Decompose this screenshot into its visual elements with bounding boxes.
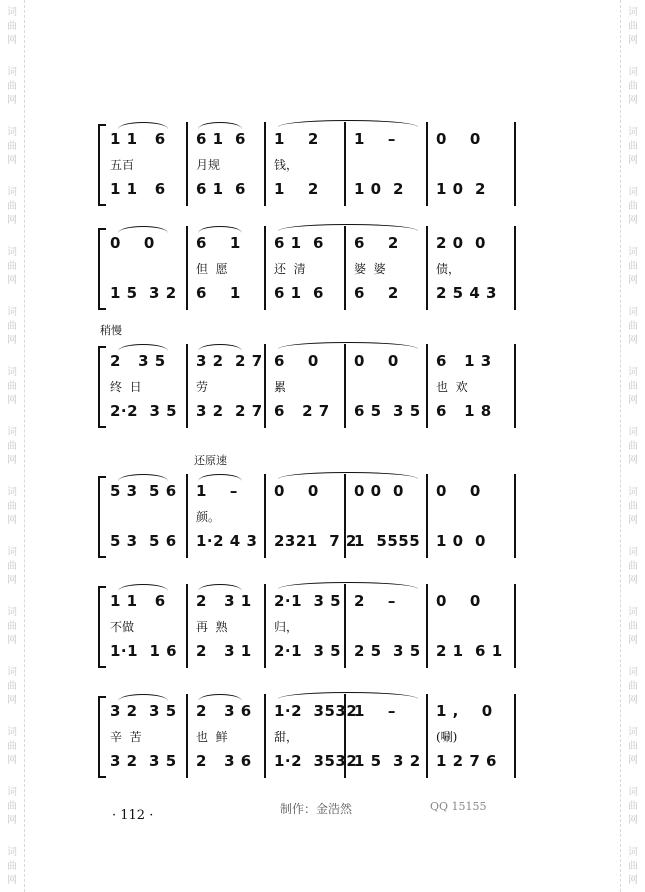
lower-staff-measure: 6 1 (196, 284, 241, 302)
watermark-glyph: 曲 (7, 261, 17, 272)
lyric-measure: 终 日 (110, 380, 142, 394)
slur-mark (118, 694, 168, 701)
watermark-glyph: 网 (7, 515, 17, 526)
watermark-glyph: 曲 (7, 561, 17, 572)
watermark-glyph: 曲 (7, 321, 17, 332)
lower-staff-measure: 2321 7 2 (274, 532, 357, 550)
upper-staff-measure: 1 1 6 (110, 592, 166, 610)
upper-row (98, 592, 518, 614)
watermark-glyph: 网 (628, 755, 638, 766)
watermark-glyph: 曲 (628, 381, 638, 392)
watermark-glyph: 网 (628, 575, 638, 586)
watermark-glyph: 词 (7, 307, 17, 318)
upper-staff-measure: 0 0 (436, 482, 481, 500)
slur-mark (198, 694, 242, 701)
lower-staff-measure: 6 2 7 (274, 402, 330, 420)
upper-staff-measure: 6 2 (354, 234, 399, 252)
lower-staff-measure: 6 1 8 (436, 402, 492, 420)
upper-staff-measure: 2 3 1 (196, 592, 252, 610)
lower-staff-measure: 1 5555 (354, 532, 421, 550)
score-system (98, 580, 518, 676)
slur-mark (118, 584, 168, 591)
watermark-glyph: 网 (7, 455, 17, 466)
lower-staff-measure: 6 5 3 5 (354, 402, 421, 420)
lyrics-row (98, 156, 518, 174)
watermark-glyph: 词 (628, 247, 638, 258)
upper-staff-measure: 0 0 (354, 352, 399, 370)
watermark-glyph: 曲 (628, 321, 638, 332)
watermark-glyph: 曲 (628, 21, 638, 32)
upper-staff-measure: 1 , 0 (436, 702, 493, 720)
watermark-glyph: 曲 (628, 261, 638, 272)
lower-row (98, 642, 518, 664)
slur-mark (198, 226, 242, 233)
lower-staff-measure: 6 1 6 (274, 284, 324, 302)
watermark-glyph: 曲 (7, 81, 17, 92)
watermark-glyph: 网 (7, 755, 17, 766)
upper-staff-measure: 1 – (354, 702, 396, 720)
upper-staff-measure: 2 – (354, 592, 396, 610)
upper-row (98, 702, 518, 724)
slur-mark (198, 584, 242, 591)
upper-staff-measure: 1·2 3532 (274, 702, 358, 720)
upper-staff-measure: 6 0 (274, 352, 319, 370)
lyric-measure: 累 (274, 380, 287, 394)
watermark-glyph: 网 (628, 215, 638, 226)
lower-staff-measure: 1 2 (274, 180, 319, 198)
slur-mark (278, 224, 418, 231)
lower-staff-measure: 5 3 5 6 (110, 532, 177, 550)
watermark-glyph: 网 (7, 95, 17, 106)
score-system (98, 690, 518, 786)
lower-staff-measure: 1 5 3 2 (110, 284, 177, 302)
slur-mark (278, 582, 418, 589)
watermark-glyph: 曲 (628, 621, 638, 632)
slur-mark (278, 342, 418, 349)
watermark-glyph: 曲 (7, 201, 17, 212)
upper-staff-measure: 2·1 3 5 (274, 592, 342, 610)
watermark-glyph: 词 (7, 727, 17, 738)
watermark-glyph: 曲 (7, 801, 17, 812)
lyric-measure: 辛 苦 (110, 730, 142, 744)
lyrics-row (98, 508, 518, 526)
footer-caption: 制作：金浩然 (280, 802, 353, 816)
watermark-glyph: 曲 (7, 21, 17, 32)
lyric-measure: 颜。 (196, 510, 221, 524)
lyric-measure: 钱， (274, 158, 299, 172)
slur-mark (198, 344, 242, 351)
slur-mark (118, 474, 168, 481)
watermark-glyph: 网 (7, 335, 17, 346)
upper-staff-measure: 0 0 0 (354, 482, 404, 500)
watermark-glyph: 曲 (628, 81, 638, 92)
upper-staff-measure: 2 3 6 (196, 702, 252, 720)
upper-staff-measure: 2 3 5 (110, 352, 166, 370)
watermark-glyph: 词 (7, 547, 17, 558)
watermark-glyph: 曲 (7, 681, 17, 692)
watermark-glyph: 词 (7, 667, 17, 678)
watermark-glyph: 词 (7, 247, 17, 258)
upper-staff-measure: 0 0 (436, 592, 481, 610)
slur-mark (118, 344, 168, 351)
lower-staff-measure: 6 2 (354, 284, 399, 302)
lower-row (98, 752, 518, 774)
tempo-marking: 稍慢 (100, 324, 122, 337)
lower-staff-measure: 2 3 1 (196, 642, 252, 660)
lower-staff-measure: 1 2 7 6 (436, 752, 497, 770)
footer-contact: QQ 15155 (430, 800, 487, 813)
watermark-glyph: 网 (7, 35, 17, 46)
upper-row (98, 482, 518, 504)
watermark-glyph: 曲 (7, 441, 17, 452)
watermark-glyph: 网 (628, 455, 638, 466)
watermark-glyph: 网 (628, 515, 638, 526)
watermark-glyph: 词 (628, 607, 638, 618)
watermark-glyph: 词 (628, 127, 638, 138)
score-system (98, 222, 518, 318)
watermark-glyph: 网 (7, 635, 17, 646)
watermark-glyph: 网 (628, 335, 638, 346)
lower-row (98, 402, 518, 424)
lyric-measure: 婆 婆 (354, 262, 386, 276)
watermark-glyph: 词 (7, 187, 17, 198)
lower-staff-measure: 1 0 0 (436, 532, 486, 550)
lower-staff-measure: 1·2 3532 (274, 752, 358, 770)
slur-mark (198, 122, 242, 129)
watermark-glyph: 词 (7, 487, 17, 498)
upper-staff-measure: 1 – (354, 130, 396, 148)
watermark-glyph: 词 (7, 367, 17, 378)
slur-mark (278, 692, 418, 699)
lower-staff-measure: 1·1 1 6 (110, 642, 178, 660)
watermark-glyph: 词 (7, 7, 17, 18)
watermark-glyph: 网 (628, 695, 638, 706)
watermark-glyph: 曲 (628, 441, 638, 452)
slur-mark (278, 472, 418, 479)
lower-staff-measure: 1 1 6 (110, 180, 166, 198)
slur-mark (118, 226, 168, 233)
watermark-glyph: 网 (628, 815, 638, 826)
lower-staff-measure: 2·1 3 5 (274, 642, 342, 660)
watermark-glyph: 曲 (628, 861, 638, 872)
watermark-glyph: 词 (628, 187, 638, 198)
watermark-glyph: 网 (7, 875, 17, 886)
watermark-glyph: 词 (628, 427, 638, 438)
watermark-glyph: 网 (7, 815, 17, 826)
watermark-glyph: 曲 (628, 561, 638, 572)
upper-row (98, 352, 518, 374)
lyric-measure: 归， (274, 620, 299, 634)
upper-staff-measure: 6 1 6 (274, 234, 324, 252)
upper-staff-measure: 2 0 0 (436, 234, 486, 252)
lower-staff-measure: 2 5 4 3 (436, 284, 497, 302)
lower-row (98, 532, 518, 554)
upper-staff-measure: 3 2 2 7 (196, 352, 263, 370)
lyric-measure: 但 愿 (196, 262, 228, 276)
score-system (98, 454, 518, 566)
watermark-glyph: 词 (628, 547, 638, 558)
upper-staff-measure: 1 1 6 (110, 130, 166, 148)
score-system (98, 324, 518, 436)
upper-staff-measure: 6 1 6 (196, 130, 246, 148)
upper-staff-measure: 0 0 (110, 234, 155, 252)
watermark-glyph: 网 (7, 215, 17, 226)
lower-row (98, 284, 518, 306)
watermark-glyph: 曲 (7, 381, 17, 392)
watermark-glyph: 词 (628, 667, 638, 678)
watermark-glyph: 词 (7, 127, 17, 138)
watermark-glyph: 网 (7, 155, 17, 166)
watermark-glyph: 网 (7, 575, 17, 586)
watermark-glyph: 网 (628, 95, 638, 106)
lyric-measure: 五百 (110, 158, 135, 172)
watermark-glyph: 曲 (7, 501, 17, 512)
lower-row (98, 180, 518, 202)
upper-staff-measure: 0 0 (436, 130, 481, 148)
watermark-glyph: 网 (7, 395, 17, 406)
watermark-glyph: 词 (7, 427, 17, 438)
upper-row (98, 234, 518, 256)
watermark-glyph: 词 (628, 67, 638, 78)
lyrics-row (98, 618, 518, 636)
lower-staff-measure: 6 1 6 (196, 180, 246, 198)
watermark-glyph: 网 (628, 275, 638, 286)
watermark-glyph: 网 (628, 35, 638, 46)
watermark-glyph: 词 (7, 67, 17, 78)
upper-staff-measure: 3 2 3 5 (110, 702, 177, 720)
slur-mark (118, 122, 168, 129)
lyric-measure: 还 清 (274, 262, 306, 276)
watermark-glyph: 曲 (7, 141, 17, 152)
watermark-glyph: 网 (628, 875, 638, 886)
watermark-glyph: 词 (628, 487, 638, 498)
page-number: · 112 · (112, 808, 154, 823)
watermark-glyph: 曲 (628, 201, 638, 212)
lower-staff-measure: 3 2 2 7 (196, 402, 263, 420)
lower-staff-measure: 2 3 6 (196, 752, 252, 770)
lower-staff-measure: 2 5 3 5 (354, 642, 421, 660)
tempo-marking: 还原速 (194, 454, 227, 467)
watermark-glyph: 词 (7, 607, 17, 618)
watermark-glyph: 词 (7, 847, 17, 858)
left-watermark-column (0, 0, 25, 892)
watermark-glyph: 曲 (628, 741, 638, 752)
lower-staff-measure: 1 0 2 (354, 180, 404, 198)
lyric-measure: 也 鲜 (196, 730, 228, 744)
watermark-glyph: 词 (628, 787, 638, 798)
watermark-glyph: 网 (7, 695, 17, 706)
watermark-glyph: 网 (628, 395, 638, 406)
lower-staff-measure: 1 5 3 2 (354, 752, 421, 770)
watermark-glyph: 词 (7, 787, 17, 798)
lyric-measure: 再 熟 (196, 620, 228, 634)
lower-staff-measure: 3 2 3 5 (110, 752, 177, 770)
upper-staff-measure: 6 1 (196, 234, 241, 252)
lyric-measure: 甜， (274, 730, 299, 744)
upper-staff-measure: 1 2 (274, 130, 319, 148)
slur-mark (198, 474, 242, 481)
watermark-glyph: 曲 (7, 861, 17, 872)
lyric-measure: 月规 (196, 158, 221, 172)
watermark-glyph: 词 (628, 367, 638, 378)
lyrics-row (98, 260, 518, 278)
watermark-glyph: 曲 (7, 741, 17, 752)
upper-staff-measure: 1 – (196, 482, 238, 500)
upper-staff-measure: 5 3 5 6 (110, 482, 177, 500)
right-watermark-column (620, 0, 645, 892)
watermark-glyph: 曲 (628, 801, 638, 812)
watermark-glyph: 曲 (628, 501, 638, 512)
upper-row (98, 130, 518, 152)
watermark-glyph: 曲 (628, 681, 638, 692)
lyric-measure: 不做 (110, 620, 135, 634)
lower-staff-measure: 2 1 6 1 (436, 642, 503, 660)
lyric-measure: 劳 (196, 380, 209, 394)
watermark-glyph: 网 (628, 155, 638, 166)
watermark-glyph: 网 (7, 275, 17, 286)
lyric-measure: 债， (436, 262, 461, 276)
watermark-glyph: 词 (628, 7, 638, 18)
upper-staff-measure: 0 0 (274, 482, 319, 500)
lyrics-row (98, 378, 518, 396)
watermark-glyph: 曲 (7, 621, 17, 632)
watermark-glyph: 曲 (628, 141, 638, 152)
lyrics-row (98, 728, 518, 746)
upper-staff-measure: 6 1 3 (436, 352, 492, 370)
slur-mark (278, 120, 418, 127)
score-system (98, 118, 518, 214)
lower-staff-measure: 2·2 3 5 (110, 402, 178, 420)
watermark-glyph: 词 (628, 727, 638, 738)
watermark-glyph: 词 (628, 307, 638, 318)
lyric-measure: (唰) (436, 730, 458, 744)
lyric-measure: 也 欢 (436, 380, 468, 394)
watermark-glyph: 网 (628, 635, 638, 646)
lower-staff-measure: 1·2 4 3 (196, 532, 258, 550)
watermark-glyph: 词 (628, 847, 638, 858)
lower-staff-measure: 1 0 2 (436, 180, 486, 198)
